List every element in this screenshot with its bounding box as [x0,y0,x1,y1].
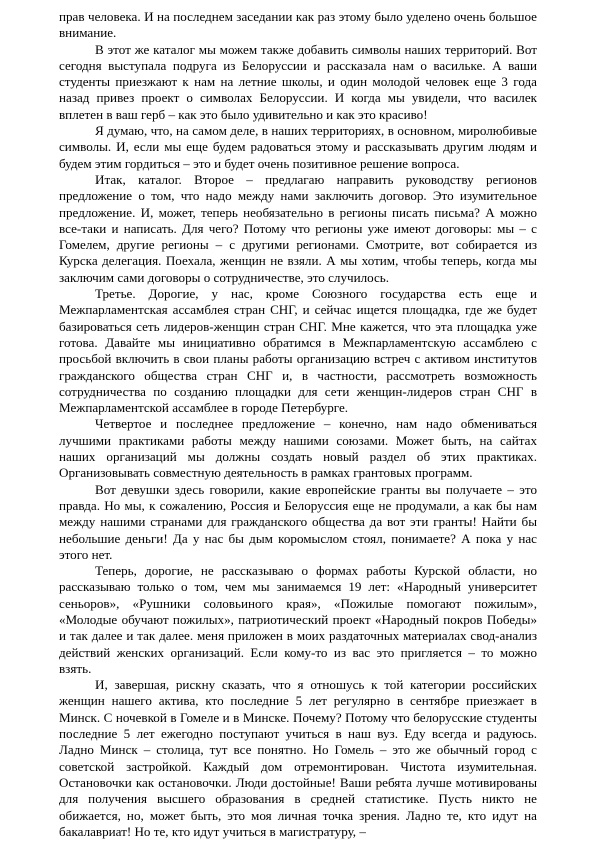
paragraph-territory-symbols: В этот же каталог мы можем также добавить символы наших территорий. Вот сегодня выступала подруга из Белоруссии и рассказала нам о васильке. А ваши студенты приезжают к нам на летние школы, и один молодой человек еще 3 года назад привез проект о символах Белоруссии. И когда мы увидели, что василек вплетен в ваш герб – как это было удивительно и как это красиво! [59,41,537,122]
paragraph-continuation: прав человека. И на последнем заседании как раз этому было уделено очень большое внимание. [59,9,537,41]
paragraph-conclusion: И, завершая, рискну сказать, что я отношусь к той категории российских женщин нашего актива, кто последние 5 лет регулярно в сентябре приезжает в Минск. С ночевкой в Гомеле и в Минске. Почему? Потому что белорусские студенты последние 5 лет ежегодно поступают учиться в наш вуз. Еду всегда и радуюсь. Ладно Минск – столица, тут все понятно. Но Гомель – это же обычный город с советской застройкой. Каждый дом отремонтирован. Чистота изумительная. Остановочки как остановочки. Люди достойные! Ваши ребята лучше мотивированы для получения высшего образования в средней статистике. Пусть никто не обижается, но, может быть, это моя личная точка зрения. Ладно те, кто идут на бакалавриат! Но те, кто идут учиться в магистратуру, – [59,677,537,839]
paragraph-kursk-projects: Теперь, дорогие, не рассказываю о формах работы Курской области, но рассказываю только о том, чем мы занимаемся 19 лет: «Народный университет сеньоров», «Рушники соловьиного края», «Пожилые помогают пожилым», «Молодые обучают пожилых», патриотический проект «Народный покров Победы» и так далее и так далее. меня приложен в моих раздаточных материалах свод-анализ действий женских организаций. Если кому-то из вас это пригляется – то можно взять. [59,563,537,676]
paragraph-grants: Вот девушки здесь говорили, какие европейские гранты вы получаете – это правда. Но мы, к сожалению, Россия и Белоруссия еще не продумали, а как бы нам между нашими странами для гражданского общества да вот эти гранты! Найти бы небольшие деньги! Да у нас бы дым коромыслом стоял, понимаете? А пока у нас этого нет. [59,481,537,562]
paragraph-third-proposal: Третье. Дорогие, у нас, кроме Союзного государства есть еще и Межпарламентская ассамблея стран СНГ, и сейчас ищется площадка, где же будет базироваться сеть лидеров-женщин стран СНГ. Мне кажется, что эта площадка уже готова. Давайте мы инициативно обратимся в Межпарламентскую ассамблею с просьбой включить в свои планы работы организацию встреч с активом институтов гражданского общества стран СНГ и, в частности, рассмотреть возможность сотрудничества по созданию площадки для сети женщин-лидеров стран СНГ в Межпарламентской ассамблее в городе Петербурге. [59,286,537,416]
paragraph-peaceful-symbols: Я думаю, что, на самом деле, в наших территориях, в основном, миролюбивые символы. И, если мы еще будем радоваться этому и рассказывать другим людям и будем этим гордиться – это и будет очень позитивное решение вопроса. [59,123,537,171]
document-page [59,9,537,840]
paragraph-second-proposal: Итак, каталог. Второе – предлагаю направить руководству регионов предложение о том, что надо между нами заключить договор. Это изумительное предложение. И, может, теперь необязательно в регионы писать письма? А можно все-таки и написать. Для чего? Потому что регионы уже имеют договоры: мы – с Гомелем, другие регионы – с другими регионами. Смотрите, вот собирается из Курска делегация. Поехала, женщин не взяли. А мы хотим, чтобы теперь, когда мы заключим сами договоры о сотрудничестве, это случилось. [59,171,537,285]
paragraph-fourth-proposal: Четвертое и последнее предложение – конечно, нам надо обмениваться лучшими практиками работы между нашими союзами. Может быть, на сайтах наших организаций мы должны создать новый раздел об этих практиках. Организовывать совместную деятельность в рамках грантовых программ. [59,416,537,481]
